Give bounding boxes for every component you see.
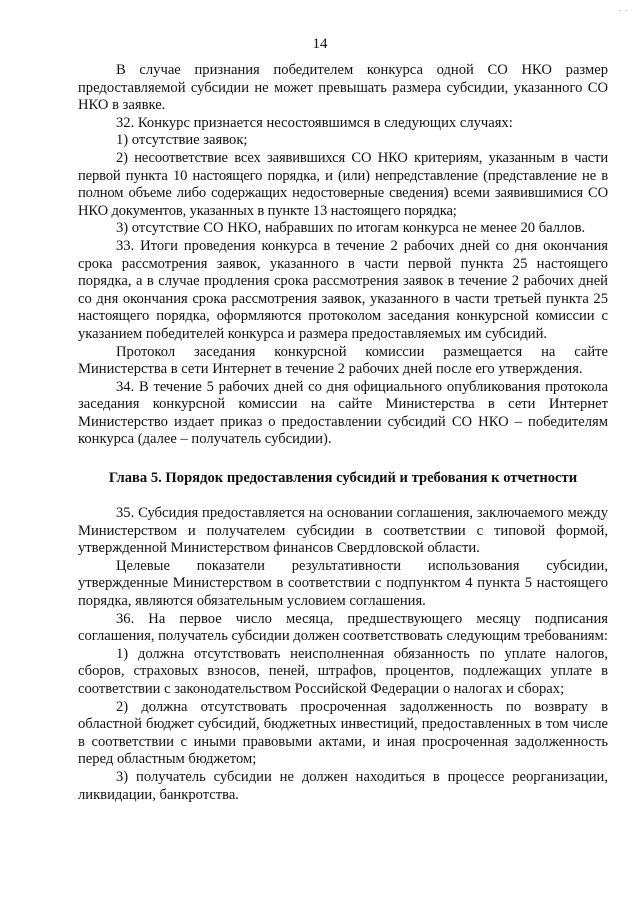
page-number: 14 [312,36,328,52]
paragraph-item-32: 32. Конкурс признается несостоявшимся в следующих случаях: [116,114,513,131]
paragraph-36-sub-3: 3) получатель субсидии не должен находиться в процессе реорганизации, ликвидации, банкротства. [78,768,608,803]
document-body [78,62,608,804]
paragraph-32-sub-3: 3) отсутствие СО НКО, набравших по итогам конкурса не менее 20 баллов. [116,220,586,237]
paragraph-single-winner: В случае признания победителем конкурса одной СО НКО размер предоставляемой субсидии не может превышать размера субсидии, указанного СО НКО в заявке. [78,62,608,114]
paragraph-item-33: 33. Итоги проведения конкурса в течение 2 рабочих дней со дня окончания срока рассмотрения заявок, указанного в части первой пункта 25 настоящего порядка, а в случае продления срока рассмотрения заявок в течение 2 рабочих дней со дня окончания срока рассмотрения заявок, указанного в части третьей пункта 25 настоящего порядка, оформляются протоколом заседания конкурсной комиссии с указанием победителей конкурса и размера предоставляемых им субсидий. [78,237,608,342]
paragraph-36-sub-1: 1) должна отсутствовать неисполненная обязанность по уплате налогов, сборов, страховых взносов, пеней, штрафов, процентов, подлежащих уплате в соответствии с законодательством Российской Федерации о налогах и сборах; [78,645,608,697]
chapter-heading: Глава 5. Порядок предоставления субсидий и требования к отчетности [108,470,578,487]
paragraph-target-indicators: Целевые показатели результативности использования субсидии, утвержденные Министерством в соответствии с подпунктом 4 пункта 5 настоящего порядка, являются обязательным условием соглашения. [78,557,608,610]
scan-corner-mark: - - [618,6,628,16]
paragraph-32-sub-1: 1) отсутствие заявок; [116,132,248,149]
paragraph-32-sub-2: 2) несоответствие всех заявившихся СО НКО критериям, указанным в части первой пункта 10 настоящего порядка, и (или) непредставление (представление не в полном объеме либо содержащих недостоверные сведения) всеми заявившимися СО НКО документов, указанных в пункте 13 настоящего порядка; [78,149,608,219]
paragraph-protocol: Протокол заседания конкурсной комиссии размещается на сайте Министерства в сети Интернет в течение 2 рабочих дней после его утверждения. [78,343,608,378]
paragraph-item-34: 34. В течение 5 рабочих дней со дня официального опубликования протокола заседания конкурсной комиссии на сайте Министерства в сети Интернет Министерство издает приказ о предоставлении субсидий СО НКО – победителям конкурса (далее – получатель субсидии). [78,378,608,448]
paragraph-36-sub-2: 2) должна отсутствовать просроченная задолженность по возврату в областной бюджет субсидий, бюджетных инвестиций, предоставленных в том числе в соответствии с иными правовыми актами, и иная просроченная задолженность перед областным бюджетом; [78,698,608,768]
paragraph-item-36: 36. На первое число месяца, предшествующего месяцу подписания соглашения, получатель субсидии должен соответствовать следующим требованиям: [78,610,608,645]
paragraph-item-35: 35. Субсидия предоставляется на основании соглашения, заключаемого между Министерством и получателем субсидии в соответствии с типовой формой, утвержденной Министерством финансов Свердловской области. [78,505,608,557]
